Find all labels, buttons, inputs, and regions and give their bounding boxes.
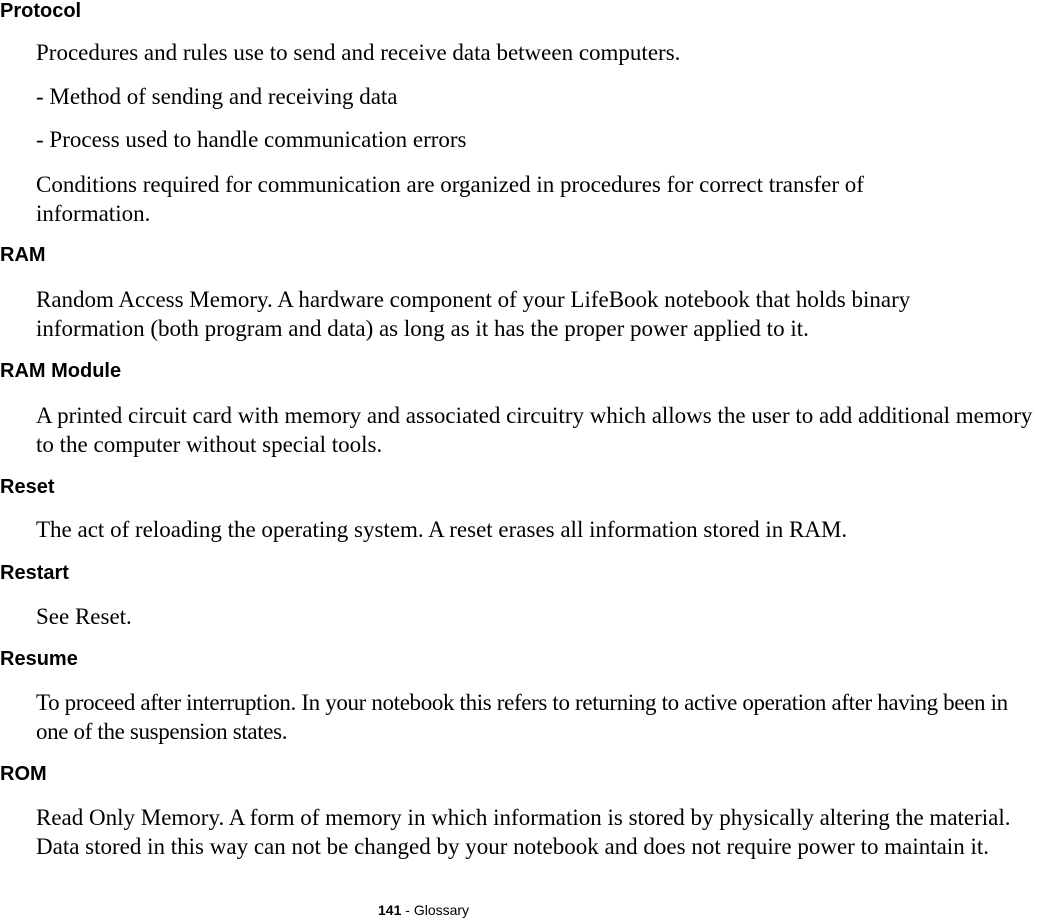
page-footer [378, 902, 469, 918]
term-ram-module: RAM Module [0, 360, 122, 382]
term-protocol: Protocol [0, 0, 82, 22]
definition-resume: To proceed after interruption. In your notebook this refers to returning to active operation after having been in one of the suspension states. [36, 690, 1008, 744]
term-restart: Restart [0, 562, 69, 584]
footer-section: Glossary [413, 902, 470, 918]
definition-restart: See Reset. [36, 604, 132, 629]
definition-protocol-3: - Process used to handle communication errors [36, 127, 467, 152]
definition-protocol-4: Conditions required for communication are organized in procedures for correct transfer of information. [36, 172, 864, 226]
definition-protocol-1: Procedures and rules use to send and receive data between computers. [36, 40, 681, 65]
definition-ram-module: A printed circuit card with memory and associated circuitry which allows the user to add additional memory to the computer without special tools. [36, 403, 1033, 457]
page-number: 141 [378, 902, 402, 918]
term-reset: Reset [0, 476, 55, 498]
term-ram: RAM [0, 244, 46, 266]
term-rom: ROM [0, 763, 47, 785]
definition-protocol-2: - Method of sending and receiving data [36, 84, 398, 109]
definition-reset: The act of reloading the operating system. A reset erases all information stored in RAM. [36, 517, 848, 542]
definition-rom: Read Only Memory. A form of memory in which information is stored by physically altering the material. Data stored in this way can not be changed by your notebook and does not require power to maintain it. [36, 805, 1011, 859]
definition-ram: Random Access Memory. A hardware component of your LifeBook notebook that holds binary information (both program and data) as long as it has the proper power applied to it. [36, 287, 911, 341]
term-resume: Resume [0, 648, 78, 670]
footer-separator: - [401, 902, 414, 918]
